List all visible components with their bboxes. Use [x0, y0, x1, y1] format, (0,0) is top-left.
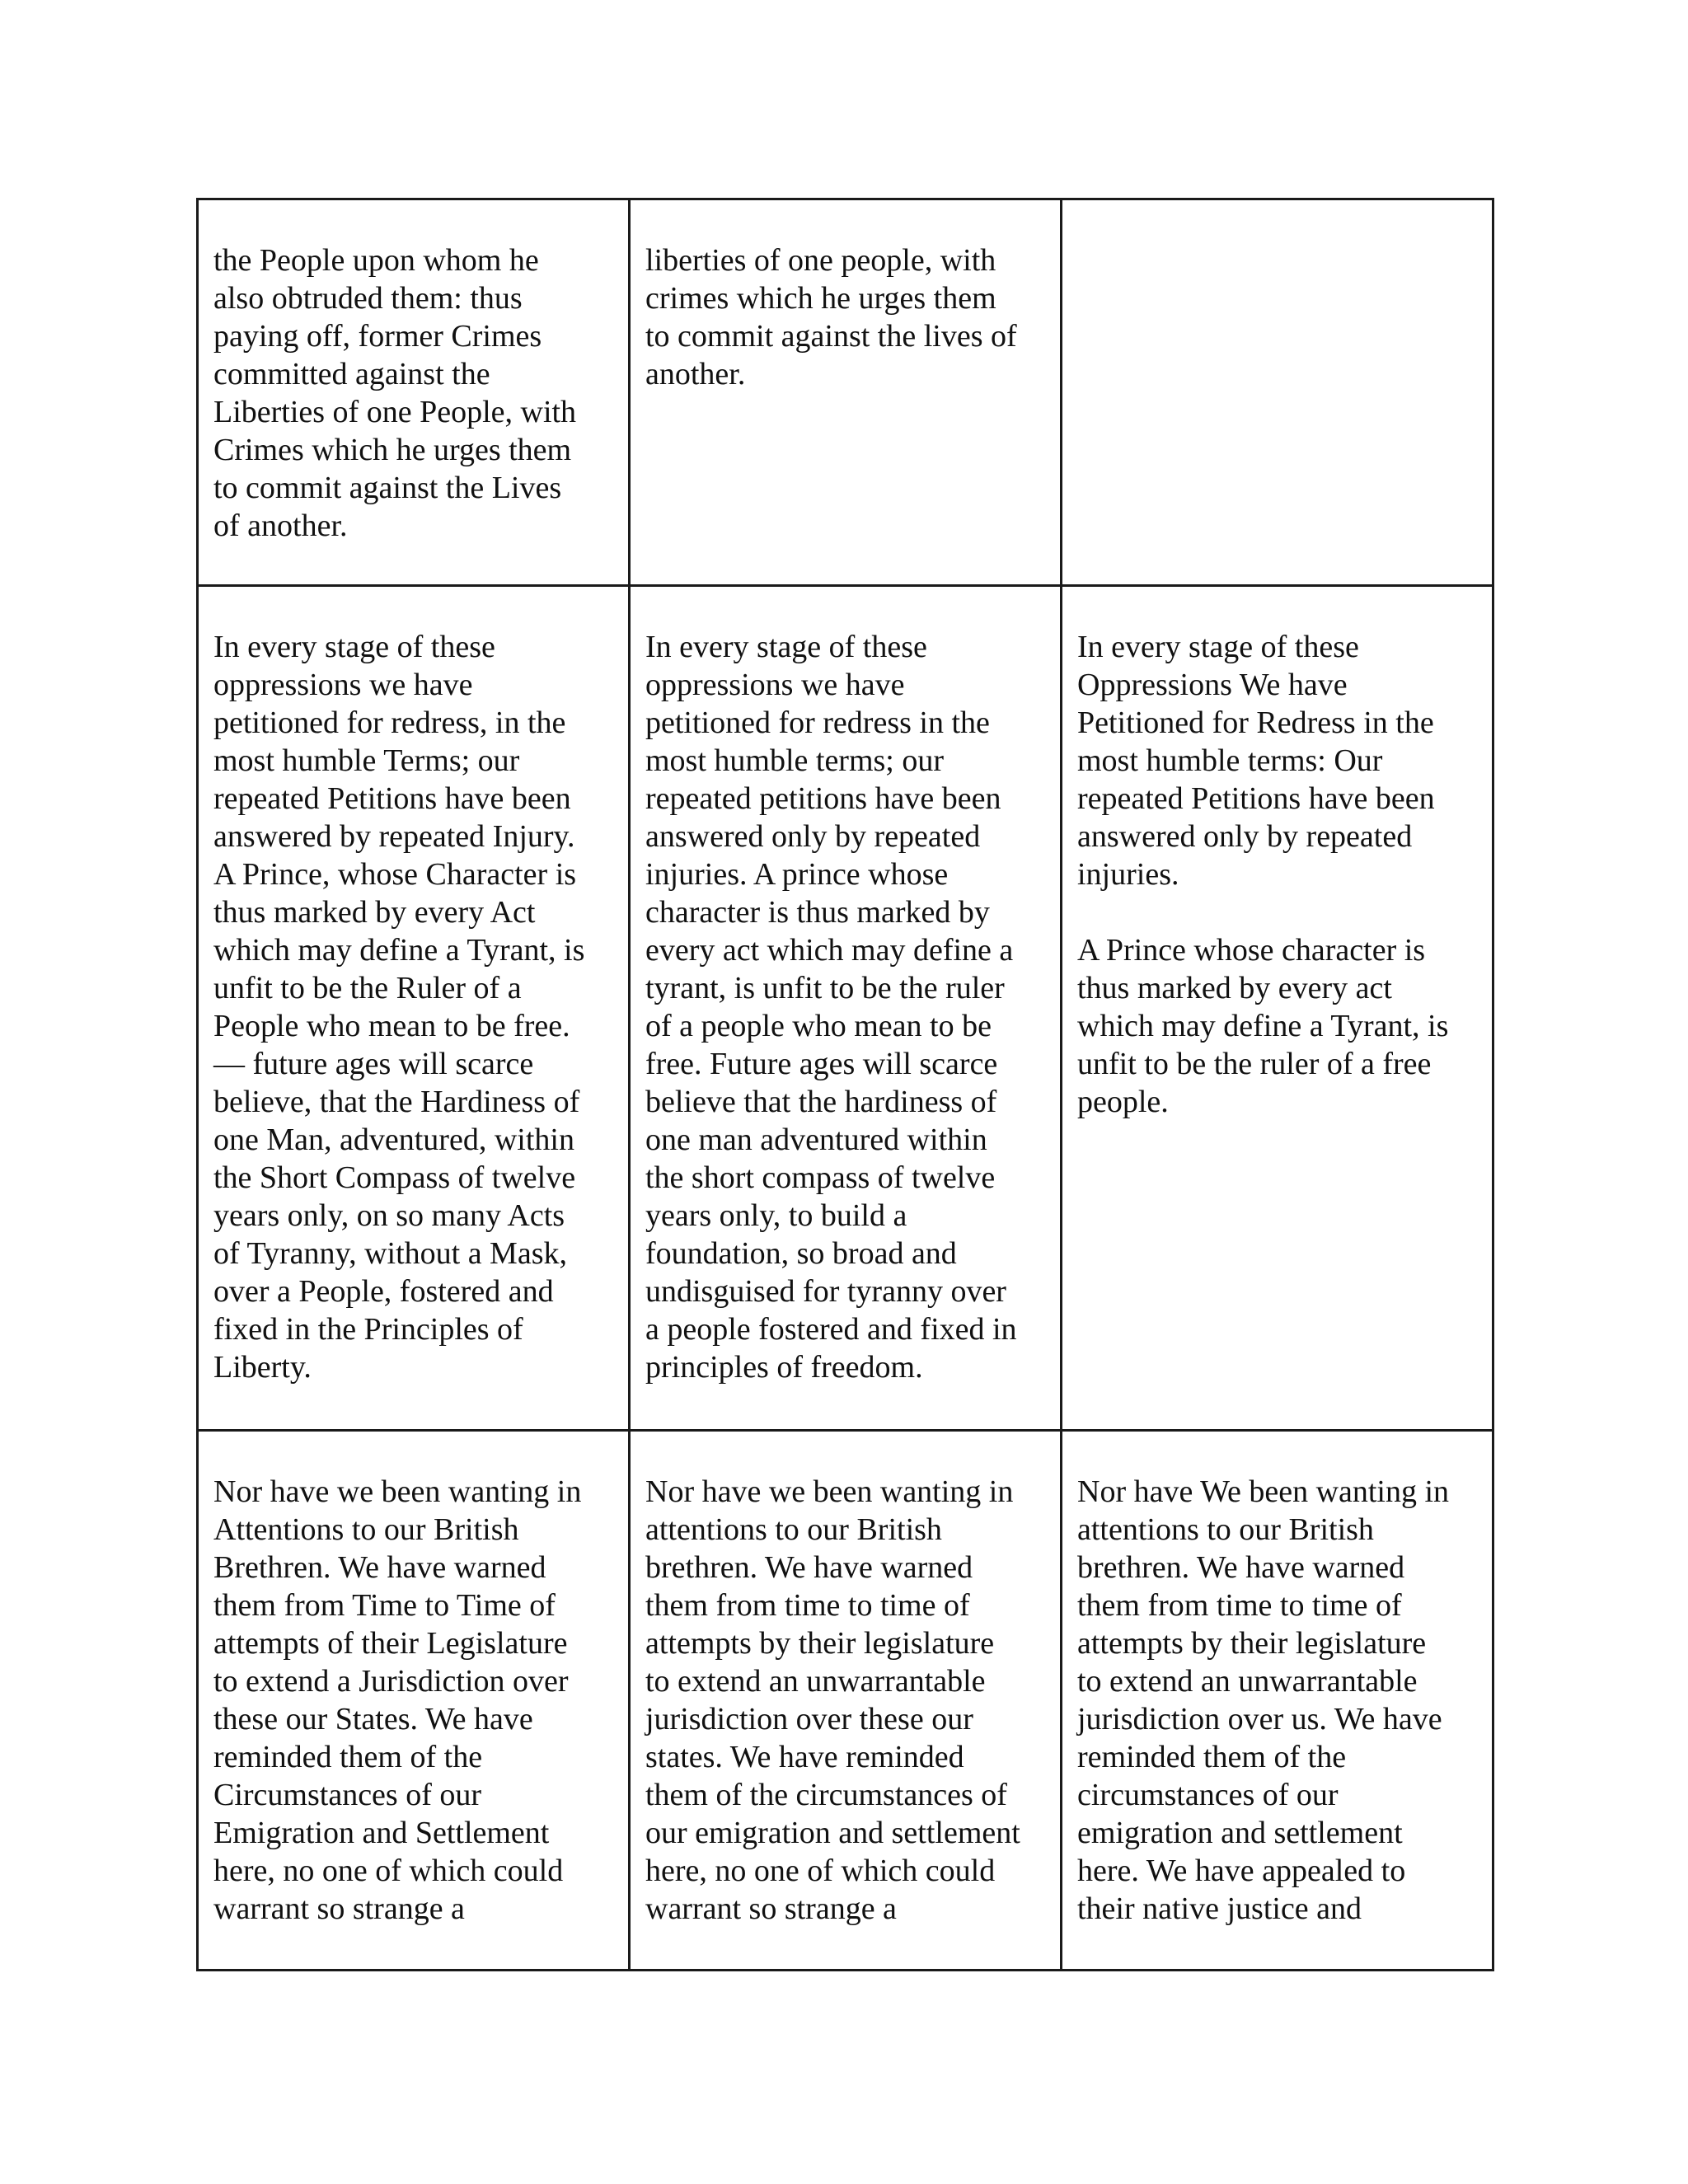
table-cell: [198, 199, 630, 586]
table-row: [198, 1431, 1493, 1971]
table-cell: [198, 586, 630, 1431]
table-cell: [630, 199, 1062, 586]
cell-text: Nor have we been wanting in attentions to our British brethren. We have warned them from time to time of attempts by their legislature to extend an unwarrantable jurisdiction over these our states. We have reminded them of the circumstances of our emigration and settlement here, no one of which could warrant so strange a: [645, 1474, 1020, 1926]
cell-text: liberties of one people, with crimes which he urges them to commit against the lives of another.: [645, 243, 1017, 391]
table-cell: [198, 1431, 630, 1971]
table-cell: [630, 1431, 1062, 1971]
table-row: [198, 199, 1493, 586]
cell-text: In every stage of these oppressions we have petitioned for redress, in the most humble Terms; our repeated Petitions have been answered by repeated Injury. A Prince, whose Character is thus marked by every Act which may define a Tyrant, is unfit to be the Ruler of a People who mean to be free. — future ages will scarce believe, that the Hardiness of one Man, adventured, within the Short Compass of twelve years only, on so many Acts of Tyranny, without a Mask, over a People, fostered and fixed in the Principles of Liberty.: [213, 630, 585, 1385]
cell-text: In every stage of these Oppressions We have Petitioned for Redress in the most humble terms: Our repeated Petitions have been answered only by repeated injuries. A Prince whose character is thus marked by every act which may define a Tyrant, is unfit to be the ruler of a free people.: [1077, 630, 1449, 1119]
cell-text: the People upon whom he also obtruded them: thus paying off, former Crimes committed against the Liberties of one People, with Crimes which he urges them to commit against the Lives of another.: [213, 243, 577, 543]
comparison-table: [196, 198, 1494, 1971]
table-cell: [1062, 586, 1493, 1431]
cell-text: [1062, 200, 1492, 241]
cell-text: Nor have we been wanting in Attentions to our British Brethren. We have warned them from Time to Time of attempts of their Legislature to extend a Jurisdiction over these our States. We have reminded them of the Circumstances of our Emigration and Settlement here, no one of which could warrant so strange a: [213, 1474, 582, 1926]
table-cell: [1062, 199, 1493, 586]
cell-text: In every stage of these oppressions we have petitioned for redress in the most humble terms; our repeated petitions have been answered only by repeated injuries. A prince whose character is thus marked by every act which may define a tyrant, is unfit to be the ruler of a people who mean to be free. Future ages will scarce believe that the hardiness of one man adventured within the short compass of twelve years only, to build a foundation, so broad and undisguised for tyranny over a people fostered and fixed in principles of freedom.: [645, 630, 1017, 1385]
cell-text: Nor have We been wanting in attentions to our British brethren. We have warned them from time to time of attempts by their legislature to extend an unwarrantable jurisdiction over us. We have reminded them of the circumstances of our emigration and settlement here. We have appealed to their native justice and: [1077, 1474, 1450, 1926]
table-cell: [1062, 1431, 1493, 1971]
table-cell: [630, 586, 1062, 1431]
table-row: [198, 586, 1493, 1431]
